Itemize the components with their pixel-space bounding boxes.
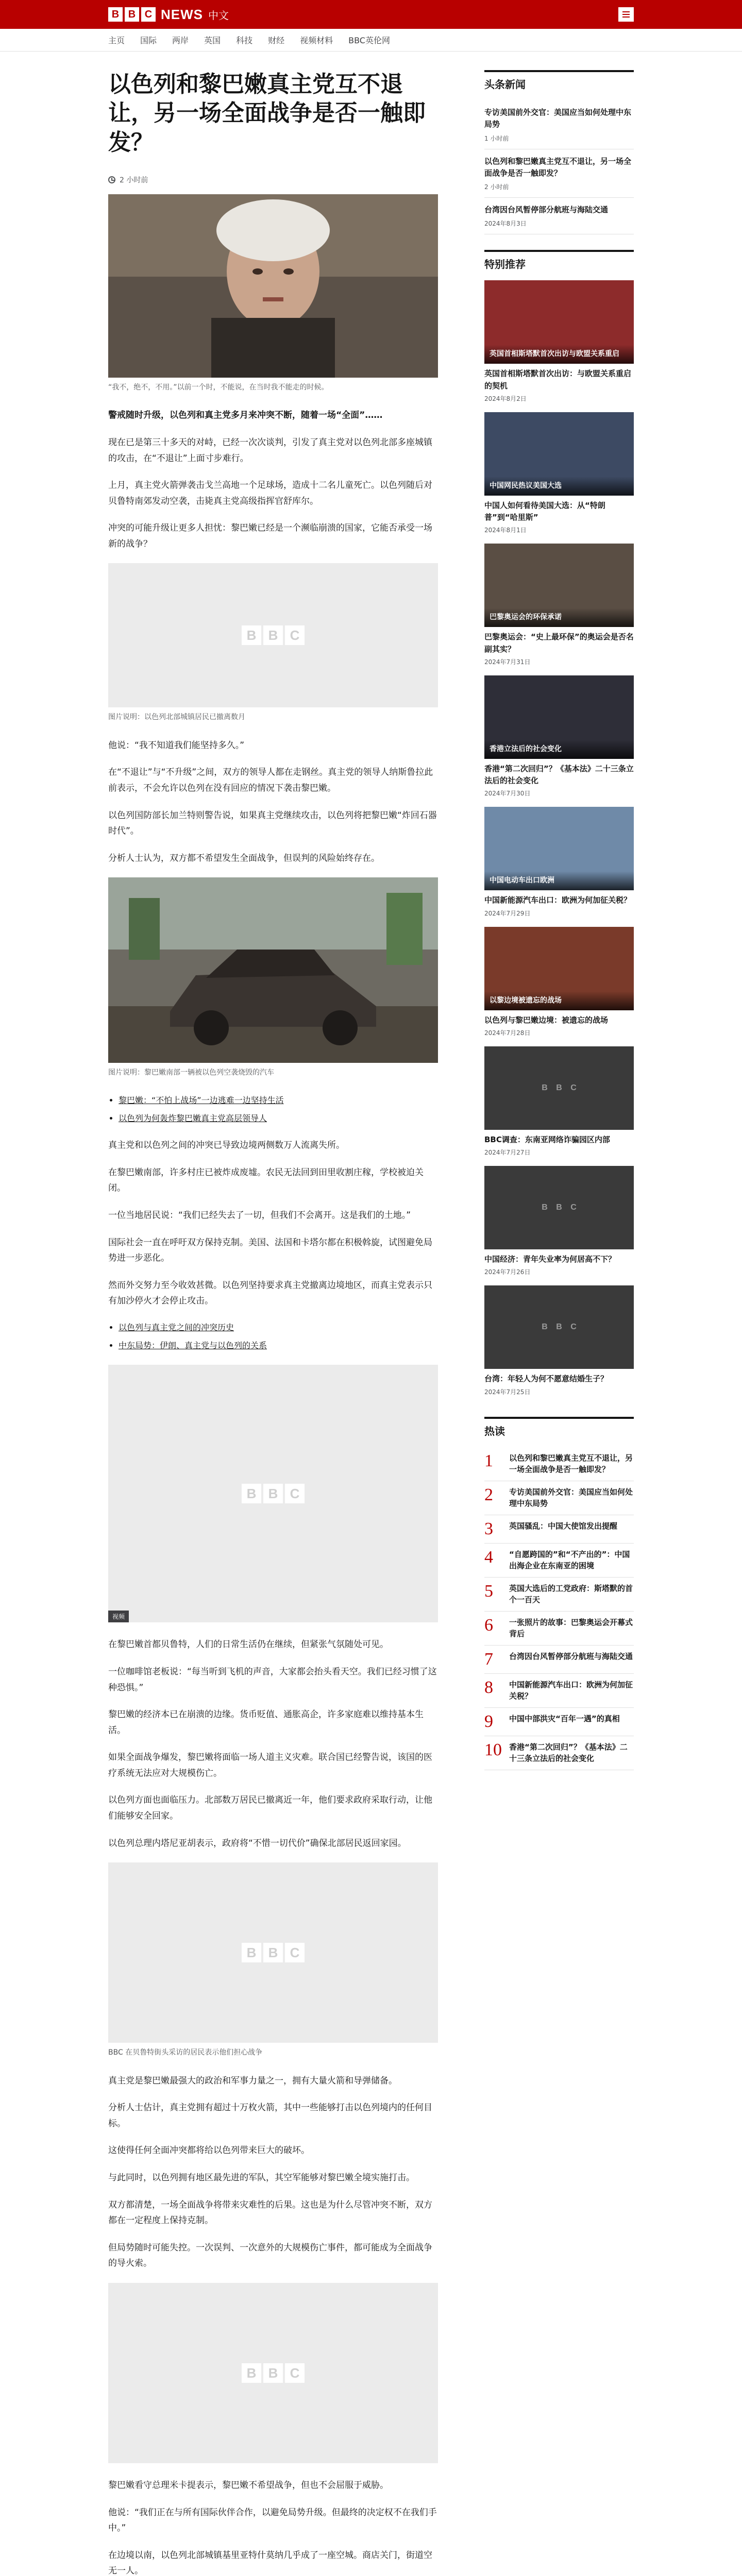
featured-title: 香港“第二次回归”？《基本法》二十三条立法后的社会变化 bbox=[484, 764, 634, 785]
most-read-title: 一张照片的故事：巴黎奥运会开幕式背后 bbox=[509, 1617, 633, 1638]
featured-image bbox=[484, 280, 634, 364]
featured-image bbox=[484, 807, 634, 890]
most-read-rank: 6 bbox=[484, 1615, 493, 1635]
paragraph: 真主党和以色列之间的冲突已导致边境两侧数万人流离失所。 bbox=[108, 1140, 345, 1151]
most-read-item[interactable] bbox=[484, 1447, 634, 1481]
featured-date: 2024年7月31日 bbox=[484, 658, 531, 666]
bbc-figure-2 bbox=[108, 2283, 438, 2463]
logo-letter-b2: B bbox=[125, 7, 139, 22]
top-news-date: 2024年8月3日 bbox=[484, 220, 527, 228]
burned-car-illustration bbox=[108, 877, 438, 1063]
paragraph: 分析人士估计，真主党拥有超过十万枚火箭，其中一些能够打击以色列境内的任何目标。 bbox=[108, 2103, 432, 2129]
most-read-rank: 7 bbox=[484, 1649, 493, 1669]
most-read-heading: 热读 bbox=[484, 1417, 634, 1438]
bbc-placeholder-logo: B B C bbox=[242, 1943, 305, 1962]
featured-title: 英国首相斯塔默首次出访：与欧盟关系重启的契机 bbox=[484, 369, 632, 391]
top-news-date: 2 小时前 bbox=[484, 183, 509, 191]
featured-title: 中国新能源汽车出口：欧洲为何加征关税？ bbox=[484, 895, 632, 905]
bbc-image-placeholder bbox=[108, 1862, 438, 2043]
paragraph: 与此同时，以色列拥有地区最先进的军队，其空军能够对黎巴嫩全境实施打击。 bbox=[108, 2173, 415, 2183]
paragraph: 一位当地居民说：“我们已经失去了一切，但我们不会离开。这是我们的土地。” bbox=[108, 1210, 411, 1221]
mid-caption: 图片说明：以色列北部城镇居民已撤离数月 bbox=[108, 713, 245, 722]
hero-image bbox=[108, 194, 438, 378]
paragraph: 上月，真主党火箭弹袭击戈兰高地一个足球场，造成十二名儿童死亡。以色列随后对贝鲁特南郊发动空袭，击毙真主党高级指挥官舒库尔。 bbox=[108, 480, 432, 506]
most-read-item[interactable] bbox=[484, 1515, 634, 1544]
paragraph: 但局势随时可能失控。一次误判、一次意外的大规模伤亡事件，都可能成为全面战争的导火索。 bbox=[108, 2242, 432, 2269]
nav-item-uk[interactable]: 英国 bbox=[204, 36, 221, 45]
featured-title: 台湾：年轻人为何不愿意结婚生子？ bbox=[484, 1374, 609, 1384]
most-read-item[interactable] bbox=[484, 1578, 634, 1612]
clock-icon bbox=[108, 176, 115, 183]
featured-overlay: 中国电动车出口欧洲 bbox=[484, 871, 634, 890]
bbc-placeholder-logo: B B C bbox=[242, 625, 305, 645]
paragraph: 真主党是黎巴嫩最强大的政治和军事力量之一，拥有大量火箭和导弹储备。 bbox=[108, 2075, 397, 2086]
featured-image bbox=[484, 1285, 634, 1369]
logo-word: NEWS bbox=[161, 6, 203, 22]
video-label: 视频 bbox=[108, 1611, 129, 1622]
featured-title: 巴黎奥运会：“史上最环保”的奥运会是否名副其实？ bbox=[484, 632, 634, 654]
paragraph: 如果全面战争爆发，黎巴嫩将面临一场人道主义灾难。联合国已经警告说，该国的医疗系统无法应对大规模伤亡。 bbox=[108, 1752, 432, 1778]
featured-date: 2024年7月30日 bbox=[484, 790, 531, 798]
paragraph: 在“不退让”与“不升级”之间，双方的领导人都在走钢丝。真主党的领导人纳斯鲁拉此前表示，不会允许以色列在没有回应的情况下袭击黎巴嫩。 bbox=[108, 767, 433, 794]
featured-image bbox=[484, 675, 634, 759]
most-read-item[interactable] bbox=[484, 1612, 634, 1646]
article-date: 2 小时前 bbox=[120, 176, 148, 184]
featured-image bbox=[484, 544, 634, 627]
paragraph: 在边境以南，以色列北部城镇基里亚特什莫纳几乎成了一座空城。商店关门，街道空无一人。 bbox=[108, 2550, 432, 2576]
most-read-item[interactable] bbox=[484, 1646, 634, 1674]
paragraph: 这使得任何全面冲突都将给以色列带来巨大的破坏。 bbox=[108, 2145, 310, 2156]
most-read-rank: 8 bbox=[484, 1677, 493, 1697]
featured-date: 2024年7月26日 bbox=[484, 1268, 531, 1276]
mid-image-placeholder bbox=[108, 563, 438, 707]
featured-heading: 特别推荐 bbox=[484, 250, 634, 271]
top-news-title: 台湾因台风暂停部分航班与海陆交通 bbox=[484, 205, 609, 214]
featured-image bbox=[484, 412, 634, 496]
list-item bbox=[119, 1338, 438, 1352]
related-links-b bbox=[119, 1320, 438, 1352]
featured-card[interactable] bbox=[484, 927, 634, 1037]
featured-date: 2024年7月25日 bbox=[484, 1388, 531, 1396]
top-news-item[interactable] bbox=[484, 100, 634, 149]
paragraph: 以色列方面也面临压力。北部数万居民已撤离近一年，他们要求政府采取行动，让他们能够安全回家。 bbox=[108, 1795, 432, 1822]
nav-item-cross-strait[interactable]: 两岸 bbox=[172, 36, 189, 45]
featured-overlay: 英国首相斯塔默首次出访与欧盟关系重启 bbox=[484, 345, 634, 364]
most-read-rank: 9 bbox=[484, 1711, 493, 1731]
paragraph: 分析人士认为，双方都不希望发生全面战争，但误判的风险始终存在。 bbox=[108, 853, 380, 863]
hero-caption: “我不，绝不，不用。”以前一个时，不能说，在当时我不能走的时候。 bbox=[108, 383, 329, 392]
sidebar bbox=[484, 70, 634, 2576]
list-item bbox=[119, 1093, 438, 1107]
featured-card[interactable] bbox=[484, 1166, 634, 1276]
paragraph: 冲突的可能升级让更多人担忧：黎巴嫩已经是一个濒临崩溃的国家，它能否承受一场新的战争？ bbox=[108, 523, 432, 549]
paragraph: 黎巴嫩的经济本已在崩溃的边缘。货币贬值、通胀高企，许多家庭难以维持基本生活。 bbox=[108, 1709, 424, 1736]
most-read-rank: 1 bbox=[484, 1451, 493, 1470]
most-read-title: 中国新能源汽车出口：欧洲为何加征关税？ bbox=[509, 1680, 633, 1701]
burned-car-image bbox=[108, 877, 438, 1063]
featured-date: 2024年7月27日 bbox=[484, 1149, 531, 1156]
paragraph: 他说：“我不知道我们能坚持多久。” bbox=[108, 740, 245, 751]
burned-car-figure bbox=[108, 877, 438, 1078]
most-read-item[interactable] bbox=[484, 1708, 634, 1736]
featured-card[interactable] bbox=[484, 1285, 634, 1396]
video-figure bbox=[108, 1365, 438, 1622]
related-link[interactable]: 黎巴嫩：“不怕上战场”一边逃难一边坚持生活 bbox=[119, 1095, 284, 1105]
most-read-title: 英国大选后的工党政府：斯塔默的首个一百天 bbox=[509, 1583, 633, 1604]
top-news-title: 专访美国前外交官：美国应当如何处理中东局势 bbox=[484, 108, 632, 129]
bbc-caption: BBC 在贝鲁特街头采访的居民表示他们担心战争 bbox=[108, 2048, 263, 2057]
paragraph: 以色列国防部长加兰特则警告说，如果真主党继续攻击，以色列将把黎巴嫩“炸回石器时代”。 bbox=[108, 810, 437, 837]
nav-item-tech[interactable]: 科技 bbox=[236, 36, 253, 45]
bbc-placeholder-logo: B B C bbox=[242, 1484, 305, 1503]
mid-figure bbox=[108, 563, 438, 723]
paragraph: 他说：“我们正在与所有国际伙伴合作，以避免局势升级。但最终的决定权不在我们手中。” bbox=[108, 2507, 437, 2534]
featured-card[interactable] bbox=[484, 807, 634, 917]
logo-language: 中文 bbox=[208, 9, 229, 22]
most-read-title: 专访美国前外交官：美国应当如何处理中东局势 bbox=[509, 1487, 633, 1508]
bbc-image-placeholder bbox=[108, 2283, 438, 2463]
paragraph: 警戒随时升级，以色列和真主党多月来冲突不断，随着一场“全面”…… bbox=[108, 410, 383, 421]
most-read-title: “自愿跨国的”和“不产出的”：中国出海企业在东南亚的困境 bbox=[509, 1549, 630, 1570]
top-news-item[interactable] bbox=[484, 149, 634, 198]
article-dateline bbox=[108, 175, 438, 185]
hero-portrait-illustration bbox=[108, 194, 438, 378]
nav-item-business[interactable]: 财经 bbox=[268, 36, 285, 45]
main-nav bbox=[0, 29, 742, 52]
menu-icon[interactable] bbox=[618, 7, 634, 22]
featured-date: 2024年8月1日 bbox=[484, 527, 527, 534]
most-read-rank: 3 bbox=[484, 1519, 493, 1538]
most-read-item[interactable] bbox=[484, 1736, 634, 1770]
featured-card[interactable] bbox=[484, 280, 634, 403]
top-news-item[interactable] bbox=[484, 198, 634, 234]
featured-card[interactable] bbox=[484, 544, 634, 666]
most-read-title: 台湾因台风暂停部分航班与海陆交通 bbox=[509, 1651, 633, 1661]
paragraph: 黎巴嫩看守总理米卡提表示，黎巴嫩不希望战争，但也不会屈服于威胁。 bbox=[108, 2480, 389, 2490]
top-news-heading: 头条新闻 bbox=[484, 70, 634, 91]
nav-item-home[interactable]: 主页 bbox=[108, 36, 125, 45]
hero-figure bbox=[108, 194, 438, 393]
paragraph: 双方都清楚，一场全面战争将带来灾难性的后果。这也是为什么尽管冲突不断，双方都在一定程度上保持克制。 bbox=[108, 2199, 432, 2226]
most-read-title: 中国中部洪灾“百年一遇”的真相 bbox=[509, 1714, 620, 1723]
most-read-title: 香港“第二次回归”？《基本法》二十三条立法后的社会变化 bbox=[509, 1742, 628, 1763]
masthead bbox=[0, 0, 742, 29]
bbc-figure bbox=[108, 1862, 438, 2058]
featured-card[interactable] bbox=[484, 1046, 634, 1157]
list-item bbox=[119, 1111, 438, 1125]
featured-overlay: 巴黎奥运会的环保承诺 bbox=[484, 608, 634, 627]
featured-date: 2024年8月2日 bbox=[484, 395, 527, 402]
paragraph: 在黎巴嫩首都贝鲁特，人们的日常生活仍在继续，但紧张气氛随处可见。 bbox=[108, 1639, 389, 1650]
paragraph: 国际社会一直在呼吁双方保持克制。美国、法国和卡塔尔都在积极斡旋，试图避免局势进一步恶化。 bbox=[108, 1237, 432, 1264]
bbc-placeholder-logo: B B C bbox=[538, 1082, 580, 1094]
most-read-title: 英国骚乱：中国大使馆发出提醒 bbox=[509, 1521, 618, 1531]
featured-overlay: 中国网民热议美国大选 bbox=[484, 477, 634, 496]
video-player[interactable] bbox=[108, 1365, 438, 1622]
top-news-title: 以色列和黎巴嫩真主党互不退让，另一场全面战争是否一触即发？ bbox=[484, 156, 632, 178]
most-read-item[interactable] bbox=[484, 1481, 634, 1515]
featured-overlay: 以黎边境被遗忘的战场 bbox=[484, 991, 634, 1010]
paragraph: 然而外交努力至今收效甚微。以色列坚持要求真主党撤离边境地区，而真主党表示只有加沙停火才会停止攻击。 bbox=[108, 1280, 432, 1307]
related-link[interactable]: 以色列与真主党之间的冲突历史 bbox=[119, 1322, 234, 1332]
most-read-rank: 4 bbox=[484, 1547, 493, 1567]
bbc-placeholder-logo: B B C bbox=[242, 2363, 305, 2383]
most-read-rank: 5 bbox=[484, 1581, 493, 1601]
related-link[interactable]: 以色列为何轰炸黎巴嫩真主党高层领导人 bbox=[119, 1113, 267, 1124]
most-read-item[interactable] bbox=[484, 1674, 634, 1708]
article-title: 以色列和黎巴嫩真主党互不退让，另一场全面战争是否一触即发？ bbox=[108, 71, 426, 156]
featured-overlay: 香港立法后的社会变化 bbox=[484, 740, 634, 759]
featured-image bbox=[484, 1166, 634, 1249]
article bbox=[108, 70, 438, 2576]
top-news-date: 1 小时前 bbox=[484, 134, 509, 142]
list-item bbox=[119, 1320, 438, 1334]
most-read-rank: 10 bbox=[484, 1740, 502, 1759]
featured-title: BBC调查：东南亚网络诈骗园区内部 bbox=[484, 1134, 610, 1144]
featured-image bbox=[484, 927, 634, 1010]
bbc-placeholder-logo: B B C bbox=[538, 1321, 580, 1333]
featured-title: 中国人如何看待美国大选：从“特朗普”到“哈里斯” bbox=[484, 500, 605, 522]
featured-title: 以色列与黎巴嫩边境：被遗忘的战场 bbox=[484, 1015, 609, 1025]
related-links-a bbox=[119, 1093, 438, 1125]
logo-letter-c: C bbox=[141, 7, 156, 22]
featured-card[interactable] bbox=[484, 412, 634, 535]
featured-image bbox=[484, 1046, 634, 1130]
logo-letter-b1: B bbox=[108, 7, 123, 22]
most-read-title: 以色列和黎巴嫩真主党互不退让，另一场全面战争是否一触即发？ bbox=[509, 1453, 633, 1474]
bbc-logo[interactable] bbox=[108, 7, 156, 22]
most-read-rank: 2 bbox=[484, 1485, 493, 1504]
paragraph: 以色列总理内塔尼亚胡表示，政府将“不惜一切代价”确保北部居民返回家园。 bbox=[108, 1838, 407, 1849]
burned-car-caption: 图片说明：黎巴嫩南部一辆被以色列空袭烧毁的汽车 bbox=[108, 1069, 274, 1077]
paragraph: 一位咖啡馆老板说：“每当听到飞机的声音，大家都会抬头看天空。我们已经习惯了这种恐惧。” bbox=[108, 1666, 437, 1693]
featured-date: 2024年7月28日 bbox=[484, 1029, 531, 1037]
most-read-item[interactable] bbox=[484, 1544, 634, 1578]
featured-date: 2024年7月29日 bbox=[484, 909, 531, 917]
paragraph: 在黎巴嫩南部，许多村庄已被炸成废墟。农民无法回到田里收割庄稼，学校被迫关闭。 bbox=[108, 1167, 424, 1194]
bbc-placeholder-logo: B B C bbox=[538, 1201, 580, 1214]
paragraph: 现在已是第三十多天的对峙，已经一次次谈判，引发了真主党对以色列北部多座城镇的攻击，在“不退让”上面寸步难行。 bbox=[108, 437, 432, 464]
nav-item-video[interactable]: 视频材料 bbox=[300, 36, 333, 45]
nav-item-world[interactable]: 国际 bbox=[140, 36, 157, 45]
featured-card[interactable] bbox=[484, 675, 634, 798]
featured-title: 中国经济：青年失业率为何居高不下？ bbox=[484, 1255, 616, 1264]
nav-item-bbc-uk-china[interactable]: BBC英伦网 bbox=[348, 36, 390, 45]
related-link[interactable]: 中东局势：伊朗、真主党与以色列的关系 bbox=[119, 1341, 267, 1351]
